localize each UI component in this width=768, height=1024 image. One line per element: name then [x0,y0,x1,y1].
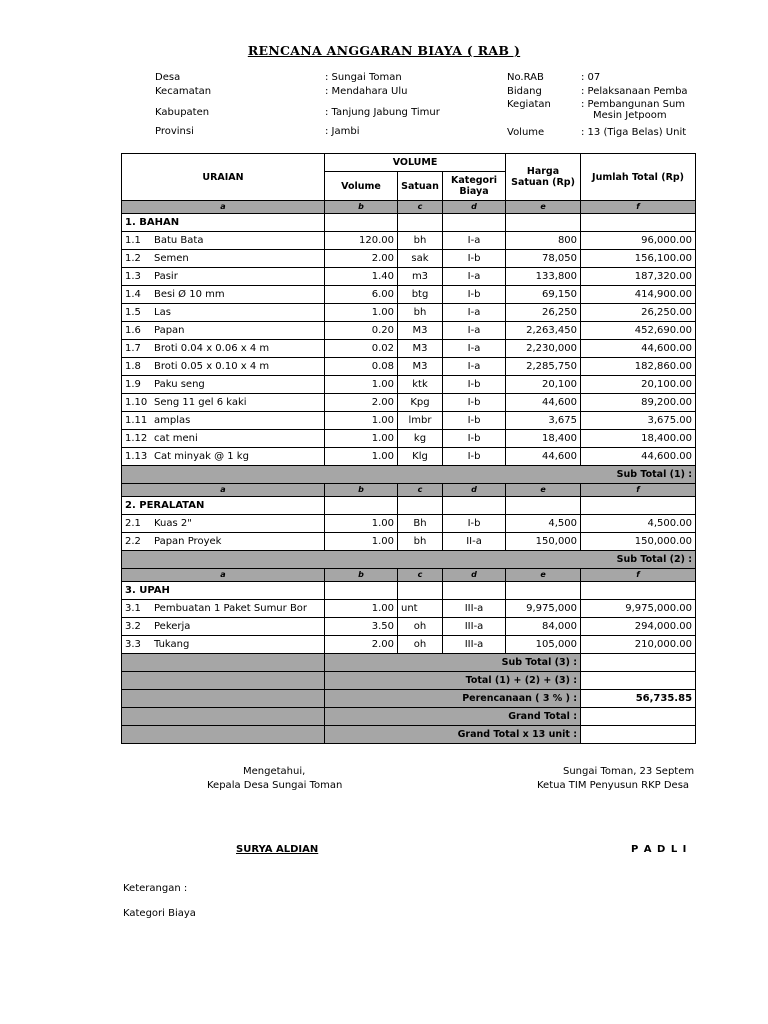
item-volume: 1.00 [325,515,398,533]
item-name: Las [154,306,171,318]
total-row [122,690,696,708]
table-row [122,268,696,286]
item-number: 1.5 [125,306,141,318]
info-volume-value: : 13 (Tiga Belas) Unit [581,127,687,138]
empty-cell [398,214,443,232]
item-volume: 2.00 [325,636,398,654]
item-number: 1.10 [125,396,148,408]
item-volume: 1.00 [325,304,398,322]
item-number: 1.11 [125,414,148,426]
column-letter: e [506,201,581,214]
item-satuan: oh [398,618,443,636]
header-satuan: Satuan [398,172,443,201]
item-harga-satuan: 69,150 [506,286,581,304]
item-harga-satuan: 2,230,000 [506,340,581,358]
rab-table [121,153,696,744]
section-title: 1. BAHAN [122,214,325,232]
item-uraian [122,618,325,636]
info-kegiatan-label: Kegiatan [507,99,551,110]
item-kategori: I-a [443,322,506,340]
info-provinsi-value: : Jambi [325,126,360,137]
column-letter: d [443,569,506,582]
item-satuan: sak [398,250,443,268]
empty-cell [122,726,325,744]
item-number: 2.1 [125,517,141,529]
item-number: 2.2 [125,535,141,547]
item-volume: 1.00 [325,376,398,394]
item-satuan: M3 [398,322,443,340]
item-kategori: I-b [443,448,506,466]
item-satuan: Bh [398,515,443,533]
item-satuan: M3 [398,358,443,376]
item-number: 3.2 [125,620,141,632]
item-number: 1.13 [125,450,148,462]
item-kategori: I-a [443,358,506,376]
table-row [122,515,696,533]
item-volume: 2.00 [325,394,398,412]
item-number: 1.1 [125,234,141,246]
total-value: 56,735.85 [581,690,696,708]
info-bidang-label: Bidang [507,86,542,97]
item-kategori: I-b [443,394,506,412]
item-uraian [122,394,325,412]
item-kategori: III-a [443,618,506,636]
column-letter: d [443,201,506,214]
column-letter: a [122,569,325,582]
total-label: Grand Total x 13 unit : [325,726,581,744]
item-jumlah-total: 20,100.00 [581,376,696,394]
item-uraian [122,358,325,376]
table-row [122,322,696,340]
item-harga-satuan: 800 [506,232,581,250]
item-satuan: kg [398,430,443,448]
item-jumlah-total: 452,690.00 [581,322,696,340]
item-satuan: lmbr [398,412,443,430]
info-kegiatan-value-2: Mesin Jetpoom [593,110,667,121]
item-harga-satuan: 26,250 [506,304,581,322]
keterangan-label: Keterangan : [123,883,188,894]
subtotal-row [122,551,696,569]
item-uraian [122,250,325,268]
table-row [122,533,696,551]
item-harga-satuan: 105,000 [506,636,581,654]
subtotal-label: Sub Total (3) : [325,654,581,672]
item-jumlah-total: 187,320.00 [581,268,696,286]
item-satuan: Klg [398,448,443,466]
item-harga-satuan: 4,500 [506,515,581,533]
item-harga-satuan: 44,600 [506,394,581,412]
item-uraian [122,636,325,654]
column-letter: e [506,484,581,497]
item-jumlah-total: 294,000.00 [581,618,696,636]
item-number: 1.9 [125,378,141,390]
total-value [581,726,696,744]
table-row [122,618,696,636]
item-volume: 0.08 [325,358,398,376]
table-row [122,412,696,430]
item-uraian [122,376,325,394]
item-volume: 1.00 [325,533,398,551]
item-harga-satuan: 20,100 [506,376,581,394]
item-name: Paku seng [154,378,205,390]
item-uraian [122,533,325,551]
item-uraian [122,515,325,533]
item-name: Semen [154,252,189,264]
item-name: Cat minyak @ 1 kg [154,450,249,462]
item-number: 3.1 [125,602,141,614]
item-name: Tukang [154,638,190,650]
item-name: Broti 0.05 x 0.10 x 4 m [154,360,270,372]
header-kategori: Kategori Biaya [443,172,506,201]
total-row [122,726,696,744]
section-title: 2. PERALATAN [122,497,325,515]
item-satuan: oh [398,636,443,654]
sign-left-line2: Kepala Desa Sungai Toman [207,780,343,791]
item-jumlah-total: 210,000.00 [581,636,696,654]
item-harga-satuan: 44,600 [506,448,581,466]
item-uraian [122,304,325,322]
empty-cell [443,582,506,600]
empty-cell [506,214,581,232]
column-letter: f [581,201,696,214]
item-jumlah-total: 3,675.00 [581,412,696,430]
item-uraian [122,340,325,358]
item-kategori: I-b [443,250,506,268]
item-harga-satuan: 84,000 [506,618,581,636]
item-number: 3.3 [125,638,141,650]
info-norab-label: No.RAB [507,72,544,83]
info-bidang-value: : Pelaksanaan Pemba [581,86,688,97]
column-letter: f [581,569,696,582]
item-harga-satuan: 78,050 [506,250,581,268]
item-uraian [122,448,325,466]
empty-cell [581,497,696,515]
column-letter: d [443,484,506,497]
column-letter: a [122,201,325,214]
item-jumlah-total: 150,000.00 [581,533,696,551]
item-number: 1.4 [125,288,141,300]
item-harga-satuan: 2,263,450 [506,322,581,340]
item-satuan: bh [398,232,443,250]
table-row [122,376,696,394]
item-harga-satuan: 2,285,750 [506,358,581,376]
info-kegiatan-value: : Pembangunan Sum [581,99,686,110]
empty-cell [122,708,325,726]
item-harga-satuan: 18,400 [506,430,581,448]
item-number: 1.12 [125,432,148,444]
subtotal-row [122,466,696,484]
info-norab-value: : 07 [581,72,601,83]
item-uraian [122,232,325,250]
info-kabupaten-value: : Tanjung Jabung Timur [325,107,440,118]
item-volume: 1.00 [325,600,398,618]
item-jumlah-total: 26,250.00 [581,304,696,322]
table-row [122,600,696,618]
total-row [122,672,696,690]
table-row [122,448,696,466]
empty-cell [325,497,398,515]
total-label: Perencanaan ( 3 % ) : [325,690,581,708]
item-kategori: I-b [443,412,506,430]
item-number: 1.2 [125,252,141,264]
item-name: Broti 0.04 x 0.06 x 4 m [154,342,270,354]
item-volume: 0.02 [325,340,398,358]
column-letter: c [398,201,443,214]
item-uraian [122,286,325,304]
empty-cell [325,582,398,600]
item-number: 1.7 [125,342,141,354]
item-jumlah-total: 414,900.00 [581,286,696,304]
sign-right-line1: Sungai Toman, 23 Septem [563,766,695,777]
item-volume: 0.20 [325,322,398,340]
header-volume-group: VOLUME [325,154,506,172]
column-letters-row [122,201,696,214]
total-label: Grand Total : [325,708,581,726]
table-row [122,430,696,448]
column-letter: e [506,569,581,582]
item-name: Pasir [154,270,178,282]
item-volume: 6.00 [325,286,398,304]
item-uraian [122,322,325,340]
info-kecamatan-label: Kecamatan [155,86,212,97]
sign-right-line2: Ketua TIM Penyusun RKP Desa [537,780,690,791]
item-jumlah-total: 44,600.00 [581,340,696,358]
info-kabupaten-label: Kabupaten [155,107,210,118]
subtotal-row [122,654,696,672]
item-kategori: I-b [443,430,506,448]
section-title: 3. UPAH [122,582,325,600]
item-name: Batu Bata [154,234,204,246]
item-jumlah-total: 18,400.00 [581,430,696,448]
item-kategori: I-b [443,515,506,533]
subtotal-label: Sub Total (1) : [122,466,696,484]
sign-left-line1: Mengetahui, [243,766,306,777]
item-jumlah-total: 4,500.00 [581,515,696,533]
item-name: Papan [154,324,185,336]
column-letters-row [122,569,696,582]
empty-cell [122,672,325,690]
info-desa-value: : Sungai Toman [325,72,402,83]
column-letter: b [325,201,398,214]
sign-left-name: SURYA ALDIAN [236,844,319,855]
total-value [581,672,696,690]
header-volume: Volume [325,172,398,201]
item-name: Seng 11 gel 6 kaki [154,396,247,408]
header-uraian: URAIAN [122,154,325,201]
info-volume-label: Volume [507,127,545,138]
info-kecamatan-value: : Mendahara Ulu [325,86,408,97]
empty-cell [122,654,325,672]
item-harga-satuan: 133,800 [506,268,581,286]
item-kategori: I-b [443,376,506,394]
item-kategori: III-a [443,636,506,654]
item-name: Besi Ø 10 mm [154,288,225,300]
table-row [122,394,696,412]
item-uraian [122,600,325,618]
item-kategori: I-a [443,340,506,358]
column-letter: f [581,484,696,497]
item-jumlah-total: 96,000.00 [581,232,696,250]
item-name: Papan Proyek [154,535,222,547]
item-harga-satuan: 3,675 [506,412,581,430]
info-desa-label: Desa [155,72,181,83]
table-row [122,358,696,376]
column-letters-row [122,484,696,497]
subtotal-value [581,654,696,672]
item-number: 1.6 [125,324,141,336]
item-uraian [122,412,325,430]
column-letter: b [325,484,398,497]
empty-cell [581,582,696,600]
section-title-row [122,497,696,515]
table-row [122,636,696,654]
item-jumlah-total: 9,975,000.00 [581,600,696,618]
item-jumlah-total: 89,200.00 [581,394,696,412]
item-volume: 1.40 [325,268,398,286]
item-volume: 1.00 [325,412,398,430]
empty-cell [398,497,443,515]
item-satuan: Kpg [398,394,443,412]
empty-cell [443,497,506,515]
item-satuan: M3 [398,340,443,358]
item-volume: 1.00 [325,448,398,466]
item-jumlah-total: 44,600.00 [581,448,696,466]
section-title-row [122,214,696,232]
empty-cell [581,214,696,232]
column-letter: b [325,569,398,582]
item-satuan: bh [398,533,443,551]
kategori-biaya-label: Kategori Biaya [123,908,196,919]
item-jumlah-total: 182,860.00 [581,358,696,376]
item-name: amplas [154,414,191,426]
empty-cell [325,214,398,232]
item-kategori: I-a [443,268,506,286]
header-harga: Harga Satuan (Rp) [506,154,581,201]
total-label: Total (1) + (2) + (3) : [325,672,581,690]
subtotal-label: Sub Total (2) : [122,551,696,569]
item-jumlah-total: 156,100.00 [581,250,696,268]
item-uraian [122,430,325,448]
item-volume: 3.50 [325,618,398,636]
item-satuan: m3 [398,268,443,286]
item-satuan: bh [398,304,443,322]
column-letter: c [398,569,443,582]
total-row [122,708,696,726]
info-provinsi-label: Provinsi [155,126,194,137]
item-kategori: I-a [443,304,506,322]
empty-cell [443,214,506,232]
section-title-row [122,582,696,600]
item-name: Pekerja [154,620,191,632]
item-uraian [122,268,325,286]
sign-right-name: P A D L I [631,844,688,855]
item-kategori: II-a [443,533,506,551]
item-name: Pembuatan 1 Paket Sumur Bor [154,602,308,614]
item-kategori: I-a [443,232,506,250]
empty-cell [506,582,581,600]
column-letter: c [398,484,443,497]
document-title: RENCANA ANGGARAN BIAYA ( RAB ) [247,43,521,58]
total-value [581,708,696,726]
table-row [122,304,696,322]
item-satuan: unt [398,600,443,618]
empty-cell [122,690,325,708]
item-volume: 120.00 [325,232,398,250]
header-jumlah: Jumlah Total (Rp) [581,154,696,201]
empty-cell [506,497,581,515]
item-harga-satuan: 9,975,000 [506,600,581,618]
item-volume: 1.00 [325,430,398,448]
item-kategori: I-b [443,286,506,304]
item-kategori: III-a [443,600,506,618]
item-number: 1.3 [125,270,141,282]
item-volume: 2.00 [325,250,398,268]
table-row [122,250,696,268]
item-satuan: ktk [398,376,443,394]
table-row [122,340,696,358]
table-row [122,286,696,304]
empty-cell [398,582,443,600]
column-letter: a [122,484,325,497]
item-number: 1.8 [125,360,141,372]
item-satuan: btg [398,286,443,304]
item-name: Kuas 2" [154,517,192,529]
item-name: cat meni [154,432,198,444]
table-row [122,232,696,250]
item-harga-satuan: 150,000 [506,533,581,551]
